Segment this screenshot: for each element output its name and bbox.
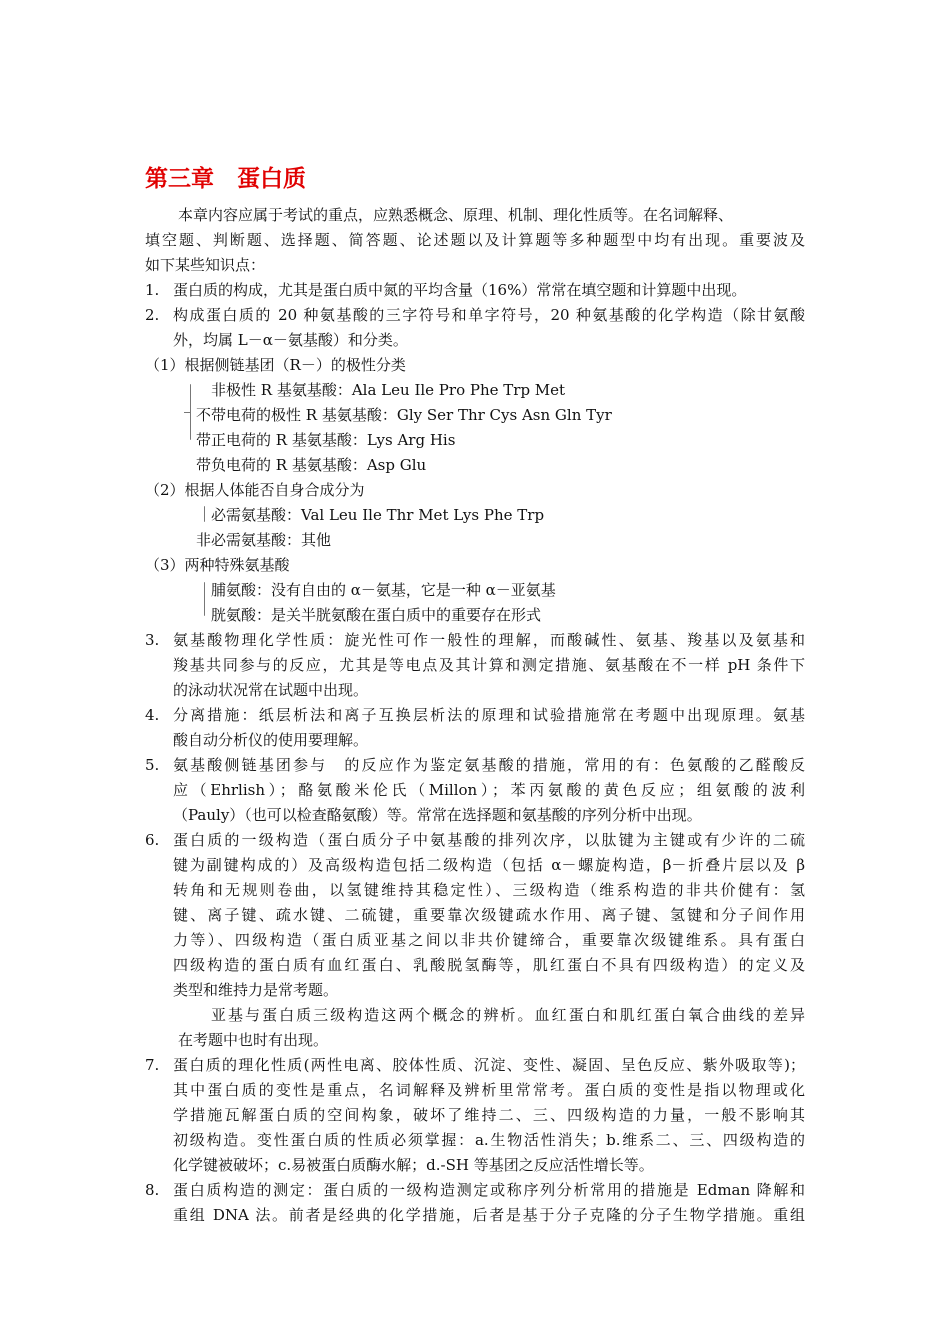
brace-symbol <box>204 506 205 522</box>
item-line: 初级构造。变性蛋白质的性质必须掌握：a.生物活性消失；b.维系二、三、四级构造的 <box>173 1131 805 1149</box>
sub-line: 非极性 R 基氨基酸：Ala Leu Ile Pro Phe Trp Met <box>211 381 566 399</box>
brace-symbol <box>190 384 191 440</box>
sub-line: 胱氨酸：是关半胱氨酸在蛋白质中的重要存在形式 <box>211 606 542 624</box>
sub-line: 脯氨酸：没有自由的 α－氨基，它是一种 α－亚氨基 <box>211 581 556 599</box>
item-line: 羧基共同参与的反应，尤其是等电点及其计算和测定措施、氨基酸在不一样 pH 条件下 <box>173 656 805 674</box>
sub-line: 必需氨基酸：Val Leu Ile Thr Met Lys Phe Trp <box>211 506 545 524</box>
sub-line: 带负电荷的 R 基氨基酸：Asp Glu <box>196 456 427 474</box>
item-line: 在考题中也时有出现。 <box>178 1031 329 1049</box>
sub-heading: （2）根据人体能否自身合成分为 <box>145 481 365 499</box>
item-line: 键、离子键、疏水键、二硫键，重要靠次级键疏水作用、离子键、氢键和分子间作用 <box>173 906 805 924</box>
sub-line: 带正电荷的 R 基氨基酸：Lys Arg His <box>196 431 456 449</box>
item-line: 键为副键构成的）及高级构造包括二级构造（包括 α－螺旋构造，β－折叠片层以及 β <box>173 856 805 874</box>
item-number: 7. <box>145 1056 160 1074</box>
item-line: （Pauly）（也可以检查酪氨酸）等。常常在选择题和氨基酸的序列分析中出现。 <box>173 806 702 824</box>
item-number: 1. <box>145 281 160 299</box>
item-line: 构成蛋白质的 20 种氨基酸的三字符号和单字符号，20 种氨基酸的化学构造（除甘氨酸 <box>173 306 805 324</box>
item-line: 学措施瓦解蛋白质的空间构象，破坏了维持二、三、四级构造的力量，一般不影响其 <box>173 1106 805 1124</box>
item-line: 的泳动状况常在试题中出现。 <box>173 681 369 699</box>
item-line: 酸自动分析仪的使用要理解。 <box>173 731 369 749</box>
item-number: 8. <box>145 1181 160 1199</box>
item-line: 氨基酸侧链基团参与 的反应作为鉴定氨基酸的措施，常用的有：色氨酸的乙醛酸反 <box>173 756 805 774</box>
intro-line: 填空题、判断题、选择题、简答题、论述题以及计算题等多种题型中均有出现。重要波及 <box>145 231 805 249</box>
intro-line: 如下某些知识点： <box>145 256 266 274</box>
sub-line: 不带电荷的极性 R 基氨基酸：Gly Ser Thr Cys Asn Gln Tyr <box>196 406 612 424</box>
chapter-title: 第三章 蛋白质 <box>145 166 306 192</box>
item-number: 5. <box>145 756 160 774</box>
item-line: 蛋白质的构成，尤其是蛋白质中氮的平均含量（16%）常常在填空题和计算题中出现。 <box>173 281 747 299</box>
item-line: 蛋白质的一级构造（蛋白质分子中氨基酸的排列次序，以肽键为主键或有少许的二硫 <box>173 831 805 849</box>
item-line: 其中蛋白质的变性是重点，名词解释及辨析里常常考。蛋白质的变性是指以物理或化 <box>173 1081 805 1099</box>
intro-line: 本章内容应属于考试的重点，应熟悉概念、原理、机制、理化性质等。在名词解释、 <box>178 206 734 224</box>
item-line: 转角和无规则卷曲，以氢键维持其稳定性）、三级构造（维系构造的非共价健有：氢 <box>173 881 805 899</box>
item-line: 四级构造的蛋白质有血红蛋白、乳酸脱氢酶等，肌红蛋白不具有四级构造）的定义及 <box>173 956 805 974</box>
item-line: 氨基酸物理化学性质：旋光性可作一般性的理解，而酸碱性、氨基、羧基以及氨基和 <box>173 631 805 649</box>
item-line: 分离措施：纸层析法和离子互换层析法的原理和试验措施常在考题中出现原理。氨基 <box>173 706 805 724</box>
brace-tick <box>184 412 190 413</box>
item-line: 亚基与蛋白质三级构造这两个概念的辨析。血红蛋白和肌红蛋白氧合曲线的差异 <box>211 1006 805 1024</box>
item-line: 力等）、四级构造（蛋白质亚基之间以非共价键缔合，重要靠次级键维系。具有蛋白 <box>173 931 805 949</box>
item-number: 2. <box>145 306 160 324</box>
item-line: 重组 DNA 法。前者是经典的化学措施，后者是基于分子克隆的分子生物学措施。重组 <box>173 1206 805 1224</box>
item-number: 6. <box>145 831 160 849</box>
sub-heading: （3）两种特殊氨基酸 <box>145 556 290 574</box>
item-line: 蛋白质的理化性质(两性电离、胶体性质、沉淀、变性、凝固、呈色反应、紫外吸取等)； <box>173 1056 805 1074</box>
brace-symbol <box>204 582 205 616</box>
sub-line: 非必需氨基酸：其他 <box>196 531 332 549</box>
item-number: 4. <box>145 706 160 724</box>
item-line: 蛋白质构造的测定：蛋白质的一级构造测定或称序列分析常用的措施是 Edman 降解和 <box>173 1181 805 1199</box>
item-line: 化学键被破坏；c.易被蛋白质酶水解；d.-SH 等基团之反应活性增长等。 <box>173 1156 654 1174</box>
item-line: 外，均属 L－α－氨基酸）和分类。 <box>173 331 408 349</box>
sub-heading: （1）根据侧链基团（R－）的极性分类 <box>145 356 406 374</box>
item-line: 类型和维持力是常考题。 <box>173 981 339 999</box>
item-number: 3. <box>145 631 160 649</box>
item-line: 应（Ehrlish）；酪氨酸米伦氏（Millon）；苯丙氨酸的黄色反应；组氨酸的波利 <box>173 781 805 799</box>
